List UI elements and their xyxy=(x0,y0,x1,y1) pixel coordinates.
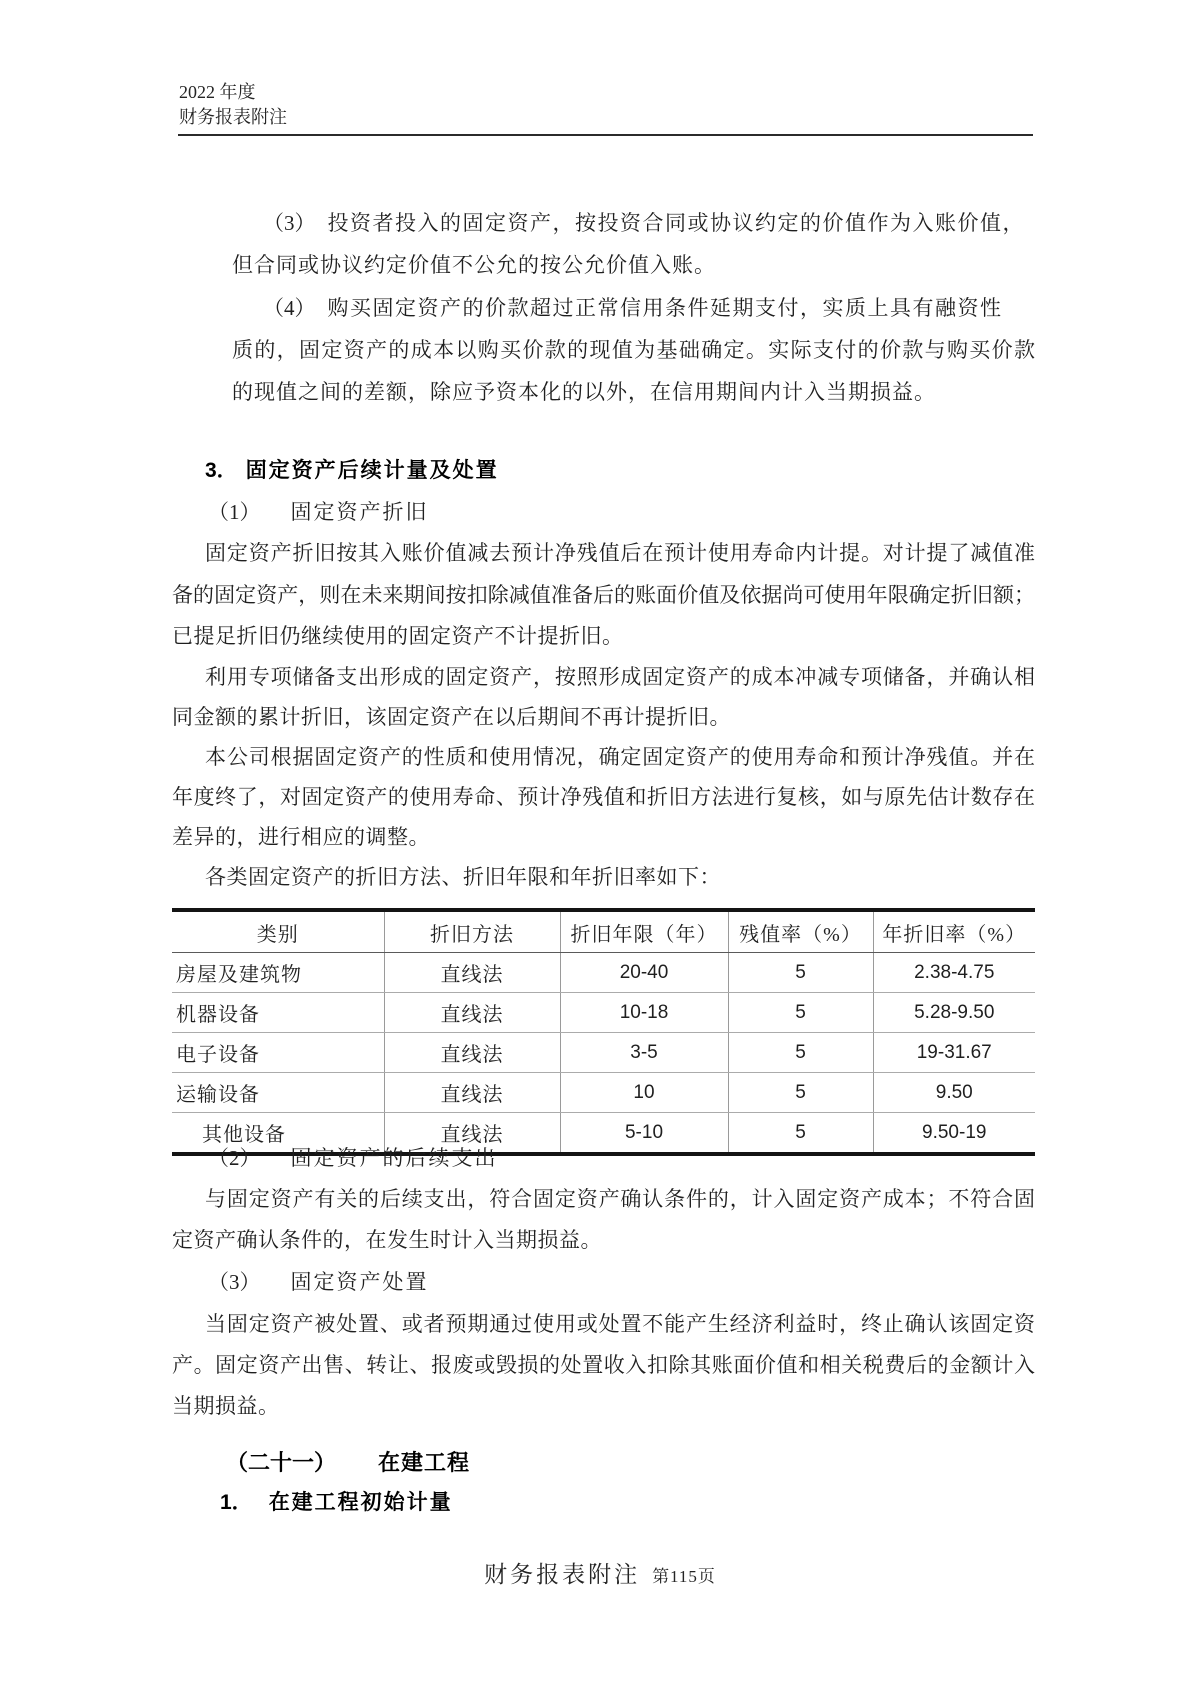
cell-years: 20-40 xyxy=(560,953,728,993)
subitem-2 xyxy=(208,1138,498,1178)
cell-years: 10-18 xyxy=(560,993,728,1033)
cell-residual: 5 xyxy=(728,1033,873,1073)
col-header-residual: 残值率（%） xyxy=(728,910,873,953)
item-3-text: 投资者投入的固定资产，按投资合同或协议约定的价值作为入账价值， xyxy=(327,211,1025,235)
cell-category: 电子设备 xyxy=(172,1033,384,1073)
table-row xyxy=(172,1073,1035,1113)
table-intro-line: 各类固定资产的折旧方法、折旧年限和年折旧率如下： xyxy=(205,865,721,889)
subitem-2-number: （2） xyxy=(208,1146,261,1170)
heading-3-title: 固定资产后续计量及处置 xyxy=(245,459,499,482)
depreciation-table xyxy=(172,908,1035,1156)
cell-method: 直线法 xyxy=(384,953,560,993)
subitem-2-title: 固定资产的后续支出 xyxy=(290,1146,498,1170)
page-footer xyxy=(0,1556,1200,1589)
para-5-line-1: 与固定资产有关的后续支出，符合固定资产确认条件的，计入固定资产成本；不符合固 xyxy=(205,1187,1035,1211)
cell-years: 10 xyxy=(560,1073,728,1113)
table-row xyxy=(172,1033,1035,1073)
para-2-line-2: 同金额的累计折旧，该固定资产在以后期间不再计提折旧。 xyxy=(172,705,731,729)
heading-21-1-number: 1． xyxy=(220,1491,253,1514)
para-2-line-1: 利用专项储备支出形成的固定资产，按照形成固定资产的成本冲减专项储备，并确认相 xyxy=(205,665,1035,689)
header-rule xyxy=(178,134,1033,136)
table-row xyxy=(172,993,1035,1033)
item-3-number: （3） xyxy=(263,211,316,235)
para-6-line-3: 当期损益。 xyxy=(172,1394,280,1418)
para-3-line-3: 差异的，进行相应的调整。 xyxy=(172,825,430,849)
heading-21-1 xyxy=(220,1483,453,1523)
cell-rate: 5.28-9.50 xyxy=(873,993,1035,1033)
cell-rate: 9.50-19 xyxy=(922,1121,987,1143)
subitem-3-number: （3） xyxy=(208,1270,261,1294)
cell-category: 其他设备 xyxy=(172,1113,384,1155)
table-header-row xyxy=(172,910,1035,953)
cell-rate: 2.38-4.75 xyxy=(873,953,1035,993)
item-4-line-1 xyxy=(263,288,1003,328)
cell-residual: 5 xyxy=(728,953,873,993)
para-6-line-2: 产。固定资产出售、转让、报废或毁损的处置收入扣除其账面价值和相关税费后的金额计入 xyxy=(172,1353,1035,1377)
para-3-line-2: 年度终了，对固定资产的使用寿命、预计净残值和折旧方法进行复核，如与原先估计数存在 xyxy=(172,785,1035,809)
col-header-category: 类别 xyxy=(172,910,384,953)
subitem-1-title: 固定资产折旧 xyxy=(290,500,429,524)
heading-21-number: （二十一） xyxy=(226,1450,337,1475)
para-6-line-1: 当固定资产被处置、或者预期通过使用或处置不能产生经济利益时，终止确认该固定资 xyxy=(205,1312,1035,1336)
cell-residual: 5 xyxy=(728,1073,873,1113)
cell-category: 运输设备 xyxy=(172,1073,384,1113)
col-header-years: 折旧年限（年） xyxy=(560,910,728,953)
footer-title: 财务报表附注 xyxy=(484,1562,641,1587)
cell-category: 房屋及建筑物 xyxy=(172,953,384,993)
cell-years: 3-5 xyxy=(560,1033,728,1073)
item-3-line-2: 但合同或协议约定价值不公允的按公允价值入账。 xyxy=(232,253,716,277)
heading-21 xyxy=(226,1443,470,1483)
cell-rate: 9.50 xyxy=(873,1073,1035,1113)
cell-residual: 5 xyxy=(728,1113,873,1155)
cell-rate: 19-31.67 xyxy=(873,1033,1035,1073)
heading-21-title: 在建工程 xyxy=(378,1450,471,1475)
subitem-3 xyxy=(208,1262,429,1302)
heading-3 xyxy=(205,451,499,491)
cell-method: 直线法 xyxy=(384,993,560,1033)
subitem-3-title: 固定资产处置 xyxy=(290,1270,429,1294)
cell-method: 直线法 xyxy=(384,1033,560,1073)
cell-method: 直线法 xyxy=(384,1113,560,1155)
item-4-line-2: 质的，固定资产的成本以购买价款的现值为基础确定。实际支付的价款与购买价款 xyxy=(232,338,1035,362)
col-header-rate: 年折旧率（%） xyxy=(873,910,1035,953)
cell-method: 直线法 xyxy=(384,1073,560,1113)
para-5-line-2: 定资产确认条件的，在发生时计入当期损益。 xyxy=(172,1228,602,1252)
page-header-year: 2022 年度 xyxy=(179,82,256,102)
table-row xyxy=(172,953,1035,993)
page-header-doc-title: 财务报表附注 xyxy=(179,107,287,127)
para-3-line-1: 本公司根据固定资产的性质和使用情况，确定固定资产的使用寿命和预计净残值。并在 xyxy=(205,745,1035,769)
item-3-line-1 xyxy=(263,203,1025,243)
page-header xyxy=(179,80,287,130)
subitem-1 xyxy=(208,492,429,532)
cell-years: 5-10 xyxy=(560,1113,728,1155)
para-1-line-1: 固定资产折旧按其入账价值减去预计净残值后在预计使用寿命内计提。对计提了减值准 xyxy=(205,541,1035,565)
col-header-method: 折旧方法 xyxy=(384,910,560,953)
heading-3-number: 3． xyxy=(205,459,238,482)
item-4-number: （4） xyxy=(263,296,316,320)
footer-page-number: 第115页 xyxy=(652,1567,716,1586)
para-1-line-3: 已提足折旧仍继续使用的固定资产不计提折旧。 xyxy=(172,624,624,648)
item-4-text: 购买固定资产的价款超过正常信用条件延期支付，实质上具有融资性 xyxy=(327,296,1003,320)
para-1-line-2: 备的固定资产，则在未来期间按扣除减值准备后的账面价值及依据尚可使用年限确定折旧额； xyxy=(172,583,1035,607)
heading-21-1-title: 在建工程初始计量 xyxy=(268,1491,453,1514)
subitem-1-number: （1） xyxy=(208,500,261,524)
cell-category: 机器设备 xyxy=(172,993,384,1033)
cell-residual: 5 xyxy=(728,993,873,1033)
item-4-line-3: 的现值之间的差额，除应予资本化的以外，在信用期间内计入当期损益。 xyxy=(232,380,936,404)
